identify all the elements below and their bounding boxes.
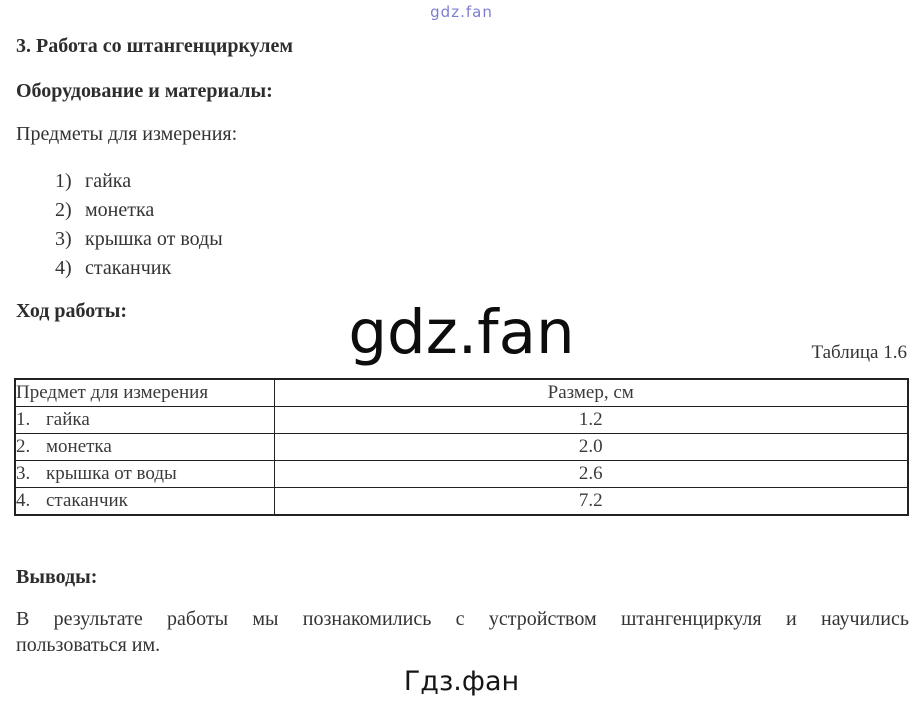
table-cell-item <box>15 407 274 434</box>
conclusion-line-2: пользоваться им. <box>16 634 161 656</box>
row-item-label: монетка <box>46 436 112 457</box>
row-number: 4. <box>16 490 31 511</box>
watermark-bottom: Гдз.фан <box>403 666 520 697</box>
list-item-number: 4) <box>55 257 72 279</box>
watermark-top: gdz.fan <box>430 3 493 21</box>
row-number: 3. <box>16 463 31 484</box>
table-row <box>15 488 908 516</box>
list-item <box>55 225 909 254</box>
table-cell-value: 1.2 <box>274 407 908 434</box>
list-item-number: 3) <box>55 228 72 250</box>
table-cell-item <box>15 434 274 461</box>
list-item-number: 2) <box>55 199 72 221</box>
list-item <box>55 196 909 225</box>
document-title: 3. Работа со штангенциркулем <box>16 35 293 57</box>
list-item-label: крышка от воды <box>85 228 223 250</box>
measurements-table <box>14 378 909 516</box>
list-item-number: 1) <box>55 170 72 192</box>
list-item <box>55 254 909 283</box>
procedure-heading: Ход работы: <box>16 300 128 322</box>
table-cell-value: 2.6 <box>274 461 908 488</box>
list-item-label: стаканчик <box>85 257 172 279</box>
table-cell-value: 7.2 <box>274 488 908 516</box>
list-item-label: монетка <box>85 199 155 221</box>
measurement-items-list <box>55 167 909 283</box>
table-caption: Таблица 1.6 <box>811 342 907 363</box>
table-row <box>15 461 908 488</box>
equipment-heading: Оборудование и материалы: <box>16 80 273 102</box>
row-item-label: крышка от воды <box>46 463 177 484</box>
items-intro: Предметы для измерения: <box>16 123 238 145</box>
conclusions-heading: Выводы: <box>16 566 98 588</box>
row-number: 1. <box>16 409 31 430</box>
conclusion-paragraph <box>16 606 909 658</box>
table-cell-value: 2.0 <box>274 434 908 461</box>
table-header-row <box>15 379 908 407</box>
table-cell-item <box>15 488 274 516</box>
row-item-label: гайка <box>46 409 90 430</box>
header-item-column: Предмет для измерения <box>15 379 274 407</box>
header-size-column: Размер, см <box>274 379 908 407</box>
conclusion-line-1: В результате работы мы познакомились с устройством штангенциркуля и научились <box>16 608 909 630</box>
watermark-big: gdz.fan <box>348 297 575 368</box>
list-item-label: гайка <box>85 170 132 192</box>
table-row <box>15 434 908 461</box>
row-number: 2. <box>16 436 31 457</box>
list-item <box>55 167 909 196</box>
row-item-label: стаканчик <box>46 490 128 511</box>
table-cell-item <box>15 461 274 488</box>
table-row <box>15 407 908 434</box>
